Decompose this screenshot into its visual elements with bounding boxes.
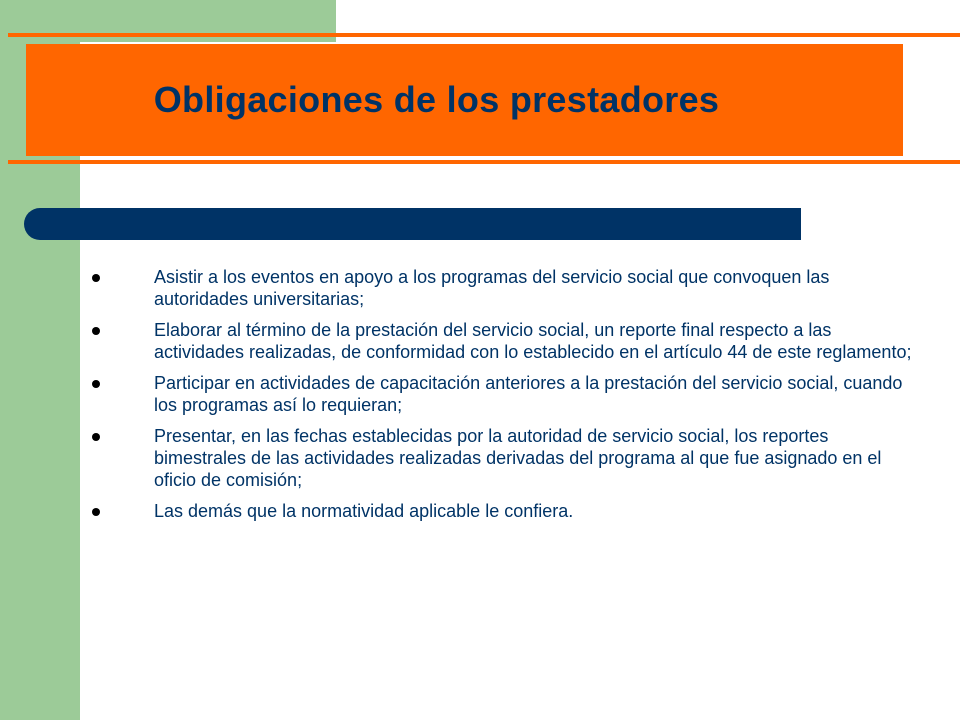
list-item [88, 319, 918, 363]
bottom-orange-rule [8, 160, 960, 164]
bullet-icon [92, 274, 100, 282]
slide-body [88, 266, 918, 531]
blue-divider-bar [24, 208, 801, 240]
list-item-text: Presentar, en las fechas establecidas por la autoridad de servicio social, los reportes bimestrales de las actividades realizadas derivadas del programa al que fue asignado en el oficio de comisión; [154, 426, 882, 490]
obligations-list [88, 266, 918, 522]
title-banner [26, 44, 903, 156]
bullet-icon [92, 380, 100, 388]
list-item-text: Las demás que la normatividad aplicable le confiera. [154, 501, 574, 521]
list-item-text: Elaborar al término de la prestación del servicio social, un reporte final respecto a las actividades realizadas, de conformidad con lo establecido en el artículo 44 de este reglamento; [154, 320, 912, 362]
list-item-text: Asistir a los eventos en apoyo a los programas del servicio social que convoquen las autoridades universitarias; [154, 267, 830, 309]
bullet-icon [92, 508, 100, 516]
list-item-text: Participar en actividades de capacitación anteriores a la prestación del servicio social, cuando los programas así lo requieran; [154, 373, 903, 415]
slide-title: Obligaciones de los prestadores [153, 79, 720, 120]
list-item [88, 500, 918, 522]
bullet-icon [92, 433, 100, 441]
bullet-icon [92, 327, 100, 335]
list-item [88, 266, 918, 310]
top-orange-rule [8, 33, 960, 37]
list-item [88, 372, 918, 416]
list-item [88, 425, 918, 491]
